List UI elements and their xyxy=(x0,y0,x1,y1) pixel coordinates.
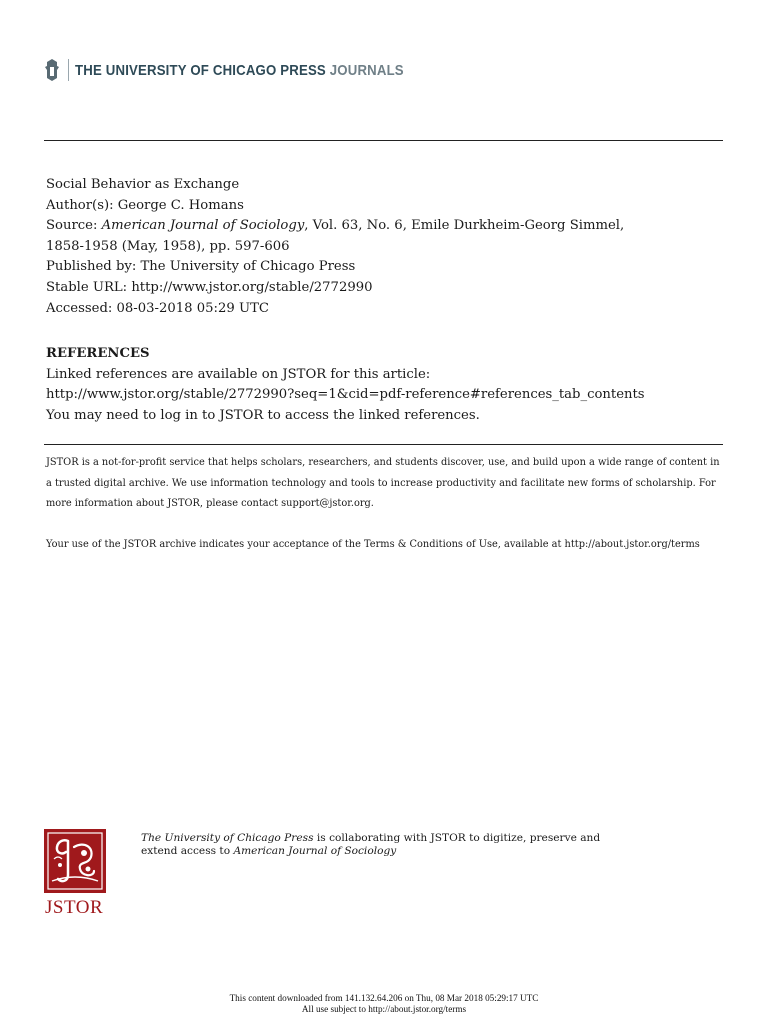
source-line xyxy=(46,216,624,237)
journal-title: American Journal of Sociology xyxy=(101,218,305,234)
publisher-value: The University of Chicago Press xyxy=(140,259,356,275)
references-link[interactable]: http://www.jstor.org/stable/2772990?seq=1&cid=pdf-reference#references_tab_contents xyxy=(46,387,645,403)
footer-line-1: This content downloaded from 141.132.64.206 on Thu, 08 Mar 2018 05:29:17 UTC xyxy=(229,993,539,1003)
stable-url-link[interactable]: http://www.jstor.org/stable/2772990 xyxy=(131,279,373,295)
collab-journal: American Journal of Sociology xyxy=(233,845,397,857)
logo-divider xyxy=(68,59,69,81)
download-footer xyxy=(0,993,768,1015)
footer-line-2: All use subject to http://about.jstor.org/terms xyxy=(301,1004,467,1014)
collaboration-statement xyxy=(141,832,600,858)
source-details: , Vol. 63, No. 6, Emile Durkheim-Georg Simmel, xyxy=(304,218,625,234)
article-title: Social Behavior as Exchange xyxy=(46,177,240,192)
references-note: Linked references are available on JSTOR for this article: xyxy=(46,366,431,382)
stable-url-label: Stable URL: xyxy=(46,279,128,295)
source-label: Source: xyxy=(46,218,98,234)
collaboration-line-2 xyxy=(141,845,600,858)
source-line-2: 1858-1958 (May, 1958), pp. 597-606 xyxy=(46,238,290,254)
journals-word: JOURNALS xyxy=(329,61,404,79)
jstor-notice xyxy=(46,453,726,556)
authors-label: Author(s): xyxy=(46,197,114,213)
accessed-label: Accessed: xyxy=(46,300,113,316)
jstor-wordmark: JSTOR xyxy=(45,897,104,918)
jstor-logo xyxy=(44,829,108,919)
top-divider xyxy=(44,140,723,141)
press-logo-text xyxy=(75,62,404,79)
authors-line xyxy=(46,196,624,217)
press-header xyxy=(44,57,449,83)
references-section xyxy=(46,344,645,426)
jstor-seal-icon xyxy=(44,829,106,893)
collab-text-1: is collaborating with JSTOR to digitize, preserve and xyxy=(313,832,601,844)
notice-divider xyxy=(44,444,723,445)
article-metadata xyxy=(46,175,624,319)
collab-publisher: The University of Chicago Press xyxy=(141,832,314,844)
press-name: THE UNIVERSITY OF CHICAGO PRESS xyxy=(75,61,326,79)
press-emblem-icon xyxy=(44,58,60,82)
publisher-line xyxy=(46,257,624,278)
notice-paragraph-1: JSTOR is a not-for-profit service that helps scholars, researchers, and students discover, use, and build upon a wide range of content in a trusted digital archive. We use information technology and tools to increase productivity and facilitate new forms of scholarship. For more information about JSTOR, please contact support@jstor.org. xyxy=(46,457,720,509)
accessed-line xyxy=(46,299,624,320)
references-heading: REFERENCES xyxy=(46,346,150,361)
notice-paragraph-2: Your use of the JSTOR archive indicates your acceptance of the Terms & Conditions of Use, available at http://about.jstor.org/terms xyxy=(46,539,700,550)
collaboration-line-1 xyxy=(141,832,600,845)
publisher-label: Published by: xyxy=(46,259,137,275)
stable-url-line xyxy=(46,278,624,299)
references-login-note: You may need to log in to JSTOR to access the linked references. xyxy=(46,407,480,423)
accessed-value: 08-03-2018 05:29 UTC xyxy=(116,300,269,316)
collab-text-2: extend access to xyxy=(141,845,234,857)
authors-value: George C. Homans xyxy=(117,197,244,213)
